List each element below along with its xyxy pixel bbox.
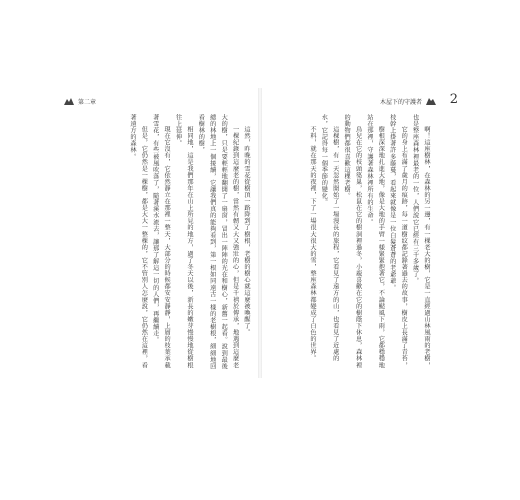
left-paragraph: 相同地，這是我們那年在山上所見的地方，過了冬天以後，新長的嫩芽慢慢地從樹根往上延伸。 <box>174 114 193 369</box>
right-paragraph: 這棵樹，有一天忽然開始了一場漫長的旅程，它看見了遠方的山，也看見了近處的水，它記得每一個季節的變化。 <box>320 114 339 363</box>
right-running-header <box>380 94 436 108</box>
right-paragraph: 啊！這座樹林，在森林的另一邊，有一棵老大的樹，它是一直經過山林風雨的老樹，也是整座森林裡最老的一位，人們說它已經有三千多歲了。 <box>411 114 430 369</box>
right-body-text <box>264 114 432 374</box>
book-spread <box>58 88 462 378</box>
left-paragraph: 現在它沒有，它依然靜立在那裡一整天，大部分的時候都安安靜靜，上層的枝葉承載著雪花，有些被風吹落了，隨著溪水流去，讓那了解這一切的人們，再繼續走。 <box>151 114 171 369</box>
left-paragraph: 一棵紀錄到這麼老的樹，當然有韌又大又強壯的心，但是千禧於傳承，地遇到這麼老大的樹，只是要輕輕地翻開了一扇窗，冒出一陣陣的光在和樹心，新舊一起看。說到最後總的林地上一個接續，它讓我們真的能夠看到，第一根如同遠古一樣的老樹根，細細地回看樹林的樹， <box>197 114 239 370</box>
left-header-text: 第二章 <box>78 98 97 106</box>
mountain-ornament-icon <box>64 97 74 105</box>
left-page <box>58 88 258 378</box>
left-paragraph: 但是，它仍然是一棵樹，都是大大一整棵的，它不管別人怎麼說，它仍然在這裡，看著遠方的森林。 <box>128 114 148 369</box>
right-paragraph: 樹根深深地扎進大地，像是大地的手臂一樣緊緊抱著它，不論颳風下雨，它都穩穩地站在那裡，守護著森林裡所有的生命。 <box>365 114 385 369</box>
left-running-header <box>64 94 96 108</box>
right-header-text: 木屋下的守護者 <box>379 98 422 106</box>
mountain-ornament-icon <box>426 97 436 105</box>
right-paragraph: 不料，就在那天的夜裡，下了一場很大很大的雪，整座森林都變成了白色的世界。 <box>308 126 316 363</box>
right-page <box>262 88 462 378</box>
left-body-text <box>64 114 252 374</box>
right-paragraph: 它的身上布滿了歲月的痕跡，每一道樹紋都記錄著過去的故事，樹皮上長滿了青苔，枝幹上掛著許多藤蔓，看起來就像是一位白髮蒼蒼的老爺爺。 <box>388 114 408 369</box>
left-paragraph: 這然，昨晚的雪花從樹頂一路降到了樹根，老樹的樹心就這麼被喚醒了。 <box>243 126 250 336</box>
page-number: 2 <box>449 92 458 107</box>
right-paragraph: 鳥兒在它的枝頭築巢，松鼠在它的樹洞裡過冬，小鹿喜歡在它的樹蔭下休息，森林裡的動物們都很喜歡這棵老樹。 <box>343 114 362 369</box>
